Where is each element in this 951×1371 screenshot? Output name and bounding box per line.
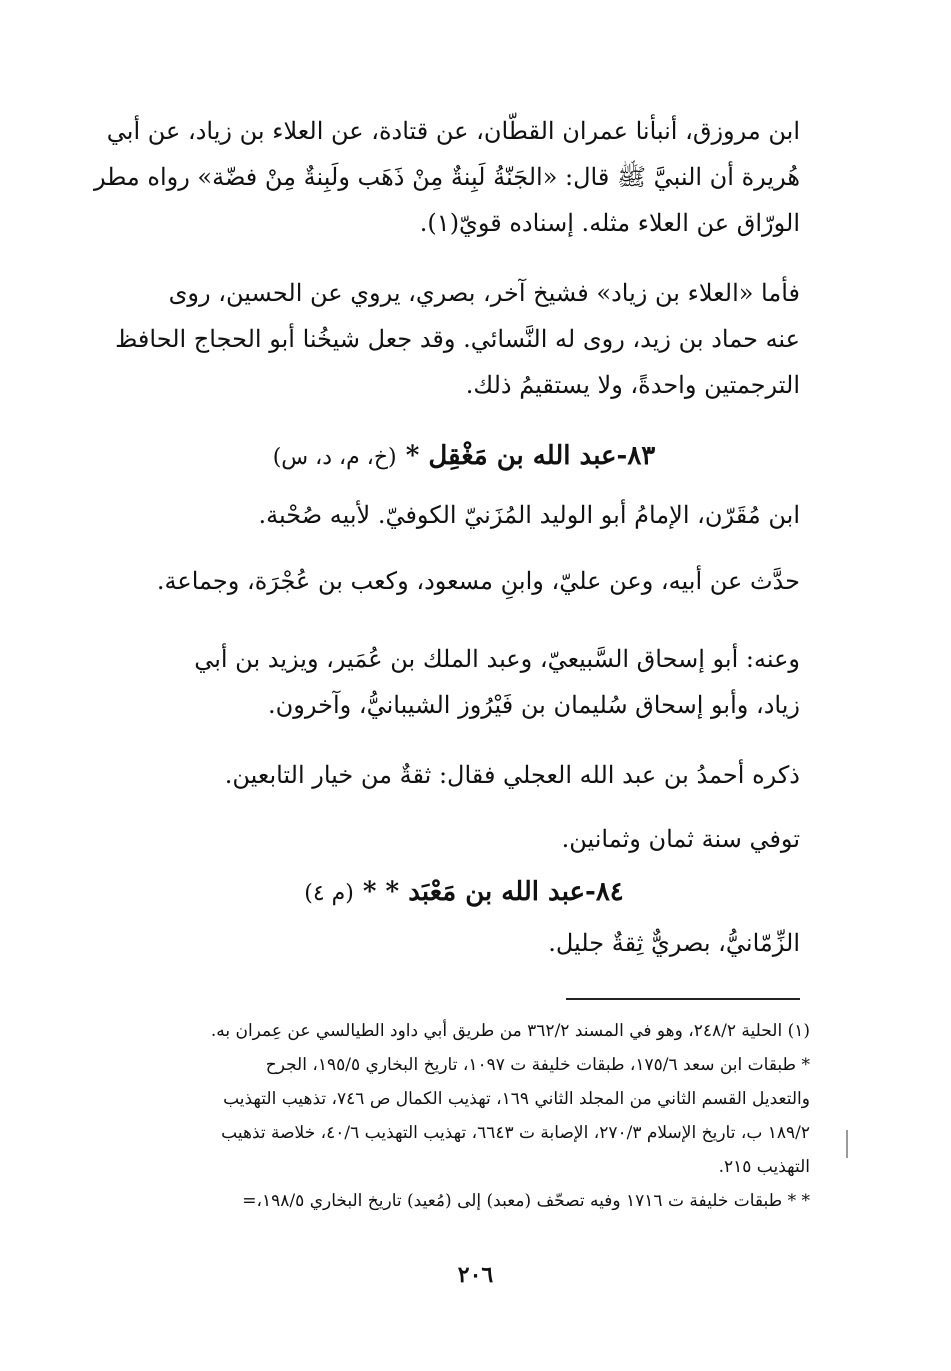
entry-84-sigla: (م ٤) <box>304 881 354 906</box>
entry-84-description <box>128 920 800 966</box>
paragraph-hadith <box>93 108 800 246</box>
page-number: ٢٠٦ <box>457 1262 494 1288</box>
text-line: الزِّمّانيُّ، بصريٌّ ثِقةٌ جليل. <box>548 929 800 957</box>
text-line: زياد، وأبو إسحاق سُليمان بن فَيْرُوز الشيبانيُّ، وآخرون. <box>268 691 800 719</box>
entry-83-teachers <box>128 558 800 604</box>
footnotes <box>120 1014 810 1218</box>
text-line: فأما «العلاء بن زياد» فشيخ آخر، بصري، يروي عن الحسين، روى <box>168 279 800 307</box>
footnote-line: * طبقات ابن سعد ١٧٥/٦، طبقات خليفة ت ١٠٩٧، تاريخ البخاري ١٩٥/٥، الجرح <box>265 1055 810 1075</box>
footnote-line: ١٨٩/٢ ب، تاريخ الإسلام ٢٧٠/٣، الإصابة ت ٦٦٤٣، تهذيب التهذيب ٤٠/٦، خلاصة تذهيب <box>221 1123 810 1143</box>
text-line: توفي سنة ثمان وثمانين. <box>561 825 800 853</box>
text-line: الترجمتين واحدةً، ولا يستقيمُ ذلك. <box>465 371 800 399</box>
text-line: الورّاق عن العلاء مثله. إسناده قويّ(١). <box>419 209 800 237</box>
entry-83-heading <box>128 436 800 478</box>
entry-84-title: ٨٤-عبد الله بن مَعْبَد * * <box>362 877 624 907</box>
entry-83-sigla: (خ، م، د، س) <box>272 445 397 470</box>
entry-83-students <box>128 636 800 728</box>
text-line: حدَّث عن أبيه، وعن عليّ، وابنِ مسعود، وكعب بن عُجْرَة، وجماعة. <box>156 567 800 595</box>
entry-83-death <box>128 816 800 862</box>
text-line: ابن مروزق، أنبأنا عمران القطّان، عن قتادة، عن العلاء بن زياد، عن أبي <box>106 117 800 145</box>
text-line: وعنه: أبو إسحاق السَّبيعيّ، وعبد الملك بن عُمَير، ويزيد بن أبي <box>194 645 800 673</box>
text-line: ابن مُقَرّن، الإمامُ أبو الوليد المُزَنيّ الكوفيّ. لأبيه صُحْبة. <box>258 501 800 529</box>
entry-83-title: ٨٣-عبد الله بن مَغْقِل * <box>405 441 656 471</box>
footnote-separator <box>566 998 800 1000</box>
text-line: هُريرة أن النبيَّ ﷺ قال: «الجَنّةُ لَبِنةٌ مِنْ ذَهَب ولَبِنةٌ مِنْ فضّة» رواه مطر <box>93 163 800 191</box>
text-line: ذكره أحمدُ بن عبد الله العجلي فقال: ثقةٌ من خيار التابعين. <box>224 761 800 789</box>
footnote-line: (١) الحلية ٢٤٨/٢، وهو في المسند ٣٦٢/٢ من طريق أبي داود الطيالسي عن عِمران به. <box>210 1021 810 1041</box>
entry-84-heading <box>128 872 800 914</box>
entry-83-lineage <box>128 492 800 538</box>
footnote-line: * * طبقات خليفة ت ١٧١٦ وفيه تصحّف (معبد) إلى (مُعيد) تاريخ البخاري ١٩٨/٥،= <box>242 1191 810 1211</box>
entry-83-grading <box>128 752 800 798</box>
footnote-line: التهذيب ٢١٥. <box>718 1157 810 1177</box>
footnote-line: والتعديل القسم الثاني من المجلد الثاني ١٦٩، تهذيب الكمال ص ٧٤٦، تذهيب التهذيب <box>223 1089 810 1109</box>
paragraph-ala-bin-ziyad <box>115 270 800 408</box>
scan-margin-mark <box>846 1130 848 1158</box>
text-line: عنه حماد بن زيد، روى له النَّسائي. وقد جعل شيخُنا أبو الحجاج الحافظ <box>115 325 800 353</box>
